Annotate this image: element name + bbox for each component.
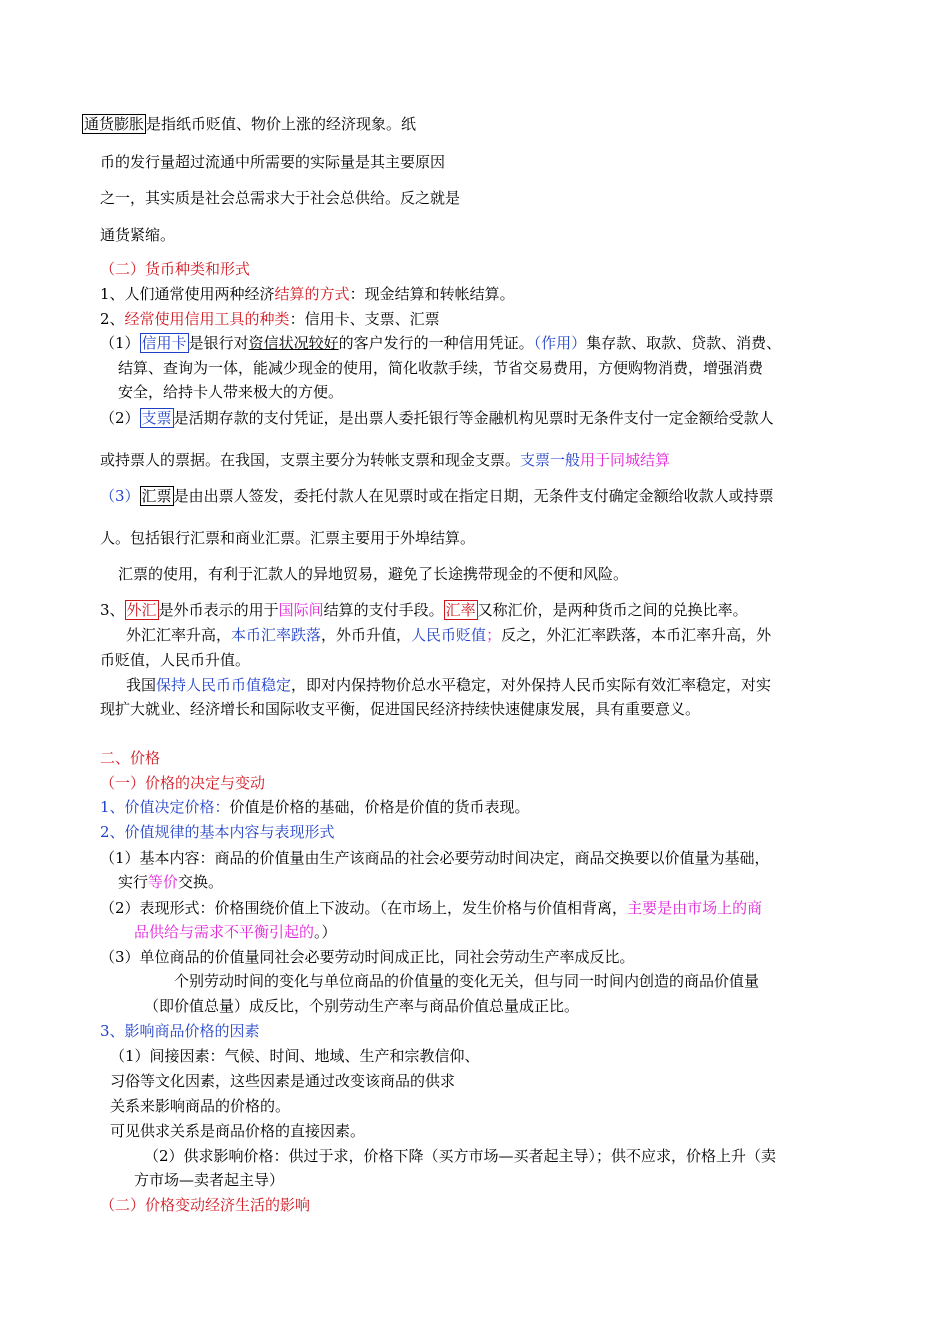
paragraph-line: 个别劳动时间的变化与单位商品的价值量的变化无关，但与同一时间内创造的商品价值量 <box>174 972 760 990</box>
paragraph-line: 或持票人的票据。在我国，支票主要分为转帐支票和现金支票。支票一般用于同城结算 <box>100 451 671 469</box>
paragraph-line: 习俗等文化因素，这些因素是通过改变该商品的供求 <box>110 1072 456 1090</box>
paragraph-line: 安全，给持卡人带来极大的方便。 <box>118 383 344 401</box>
paragraph-line: （1）基本内容：商品的价值量由生产该商品的社会必要劳动时间决定，商品交换要以价值量为基础， <box>100 849 770 867</box>
paragraph-line: 通货紧缩。 <box>100 226 176 244</box>
term-exchange-rate: 汇率 <box>445 601 476 619</box>
paragraph-line: （1） 信用卡 是银行对资信状况较好的客户发行的一种信用凭证。（作用）集存款、取款、贷款、消费、 <box>100 334 782 352</box>
paragraph-line: 汇票的使用，有利于汇款人的异地贸易，避免了长途携带现金的不便和风险。 <box>118 565 629 583</box>
term-foreign-exchange: 外汇 <box>126 601 157 619</box>
paragraph-line: 现扩大就业、经济增长和国际收支平衡，促进国民经济持续快速健康发展，具有重要意义。 <box>100 700 701 718</box>
paragraph-line: 3、 外汇 是外币表示的用于国际间结算的支付手段。 汇率 又称汇价，是两种货币之间的兑换比率。 <box>100 601 748 619</box>
paragraph-line: 2、经常使用信用工具的种类：信用卡、支票、汇票 <box>100 310 440 328</box>
paragraph-line: 方市场—卖者起主导） <box>134 1171 285 1189</box>
paragraph-line: （2）供求影响价格：供过于求，价格下降（买方市场—买者起主导）；供不应求，价格上升（卖 <box>144 1147 777 1165</box>
paragraph-line: 关系来影响商品的价格的。 <box>110 1097 291 1115</box>
paragraph-line: 可见供求关系是商品价格的直接因素。 <box>110 1122 366 1140</box>
section-heading: （二）价格变动经济生活的影响 <box>100 1196 311 1214</box>
paragraph-line: 币贬值，人民币升值。 <box>100 651 251 669</box>
paragraph-line: （1）间接因素：气候、时间、地域、生产和宗教信仰、 <box>110 1047 480 1065</box>
term-draft: 汇票 <box>141 487 172 505</box>
section-heading: 2、价值规律的基本内容与表现形式 <box>100 823 335 841</box>
term-check: 支票 <box>141 409 172 427</box>
section-heading: 二、价格 <box>100 749 161 767</box>
term-credit-card: 信用卡 <box>141 334 187 352</box>
paragraph-line: 通货膨胀 是指纸币贬值、物价上涨的经济现象。纸 <box>84 115 417 133</box>
paragraph-line: 品供给与需求不平衡引起的。） <box>134 923 337 941</box>
paragraph-line: （2）表现形式：价格围绕价值上下波动。（在市场上，发生价格与价值相背离，主要是由市场上的商 <box>100 899 763 917</box>
paragraph-line: 人。包括银行汇票和商业汇票。汇票主要用于外埠结算。 <box>100 529 476 547</box>
section-heading: （二）货币种类和形式 <box>100 260 251 278</box>
paragraph-line: 我国保持人民币币值稳定，即对内保持物价总水平稳定，对外保持人民币实际有效汇率稳定，对实 <box>126 676 772 694</box>
section-heading: 3、影响商品价格的因素 <box>100 1022 260 1040</box>
paragraph-line: 1、人们通常使用两种经济结算的方式：现金结算和转帐结算。 <box>100 285 515 303</box>
paragraph-line: 之一，其实质是社会总需求大于社会总供给。反之就是 <box>100 189 461 207</box>
paragraph-line: 1、价值决定价格：价值是价格的基础，价格是价值的货币表现。 <box>100 798 530 816</box>
paragraph-line: （3）单位商品的价值量同社会必要劳动时间成正比，同社会劳动生产率成反比。 <box>100 948 635 966</box>
paragraph-line: （3） 汇票 是由出票人签发，委托付款人在见票时或在指定日期，无条件支付确定金额给收款人或持票 <box>100 487 774 505</box>
paragraph-line: 实行等价交换。 <box>118 873 224 891</box>
paragraph-line: （即价值总量）成反比，个别劳动生产率与商品价值总量成正比。 <box>144 997 580 1015</box>
paragraph-line: 币的发行量超过流通中所需要的实际量是其主要原因 <box>100 153 446 171</box>
paragraph-line: （2） 支票 是活期存款的支付凭证，是出票人委托银行等金融机构见票时无条件支付一定金额给受款人 <box>100 409 774 427</box>
term-inflation: 通货膨胀 <box>84 115 145 133</box>
section-heading: （一）价格的决定与变动 <box>100 774 266 792</box>
paragraph-line: 结算、查询为一体，能减少现金的使用，简化收款手续，节省交易费用，方便购物消费，增强消费 <box>118 359 764 377</box>
paragraph-line: 外汇汇率升高，本币汇率跌落，外币升值，人民币贬值；反之，外汇汇率跌落，本币汇率升高，外 <box>126 626 772 644</box>
